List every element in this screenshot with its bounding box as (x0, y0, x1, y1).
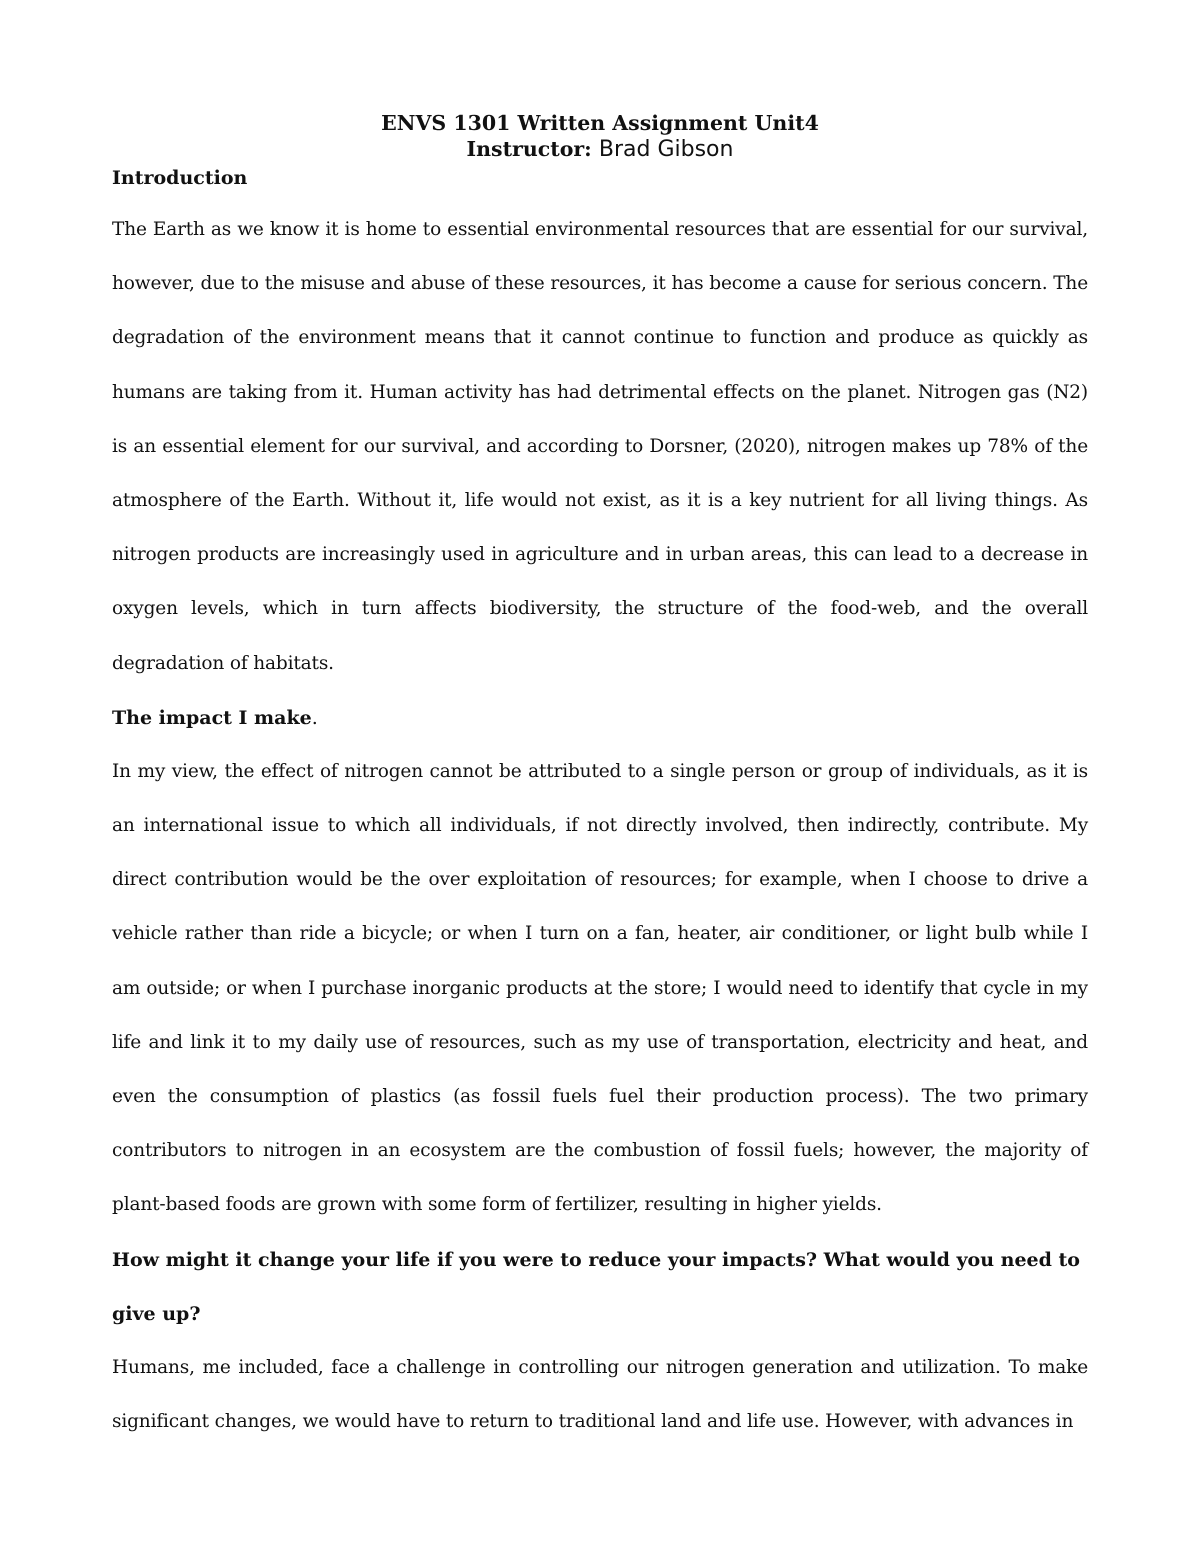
section-paragraph-introduction: The Earth as we know it is home to essential environmental resources that are essential for our survival, however, due to the misuse and abuse of these resources, it has become a cause for serious concern. The degradation of the environment means that it cannot continue to function and produce as quickly as humans are taking from it. Human activity has had detrimental effects on the planet. Nitrogen gas (N2) is an essential element for our survival, and according to Dorsner, (2020), nitrogen makes up 78% of the atmosphere of the Earth. Without it, life would not exist, as it is a key nutrient for all living things. As nitrogen products are increasingly used in agriculture and in urban areas, this can lead to a decrease in oxygen levels, which in turn affects biodiversity, the structure of the food-web, and the overall degradation of habitats. (112, 219, 1088, 674)
section-heading-impact (112, 691, 1088, 745)
instructor-name: Brad Gibson (598, 137, 734, 162)
document-title: ENVS 1301 Written Assignment Unit4 (381, 111, 819, 135)
instructor-label: Instructor: (466, 137, 599, 161)
document-title-block (112, 110, 1088, 163)
heading-text: The impact I make (112, 706, 312, 729)
heading-tail: . (311, 706, 318, 729)
section-paragraph-impact: In my view, the effect of nitrogen cannot be attributed to a single person or group of individuals, as it is an international issue to which all individuals, if not directly involved, then indirectly, contribute. My direct contribution would be the over exploitation of resources; for example, when I choose to drive a vehicle rather than ride a bicycle; or when I turn on a fan, heater, air conditioner, or light bulb while I am outside; or when I purchase inorganic products at the store; I would need to identify that cycle in my life and link it to my daily use of resources, such as my use of transportation, electricity and heat, and even the consumption of plastics (as fossil fuels fuel their production process). The two primary contributors to nitrogen in an ecosystem are the combustion of fossil fuels; however, the majority of plant-based foods are grown with some form of fertilizer, resulting in higher yields. (112, 760, 1088, 1216)
document-content (112, 110, 1088, 1449)
instructor-line (112, 136, 1088, 163)
section-paragraph-reduce-impacts: Humans, me included, face a challenge in controlling our nitrogen generation and utilization. To make significant changes, we would have to return to traditional land and life use. However, with advances in (112, 1356, 1088, 1432)
section-heading-introduction (112, 163, 1088, 193)
heading-text: How might it change your life if you were to reduce your impacts? What would you need to give up? (112, 1248, 1080, 1325)
heading-text: Introduction (112, 167, 248, 189)
section-heading-reduce-impacts (112, 1233, 1088, 1341)
